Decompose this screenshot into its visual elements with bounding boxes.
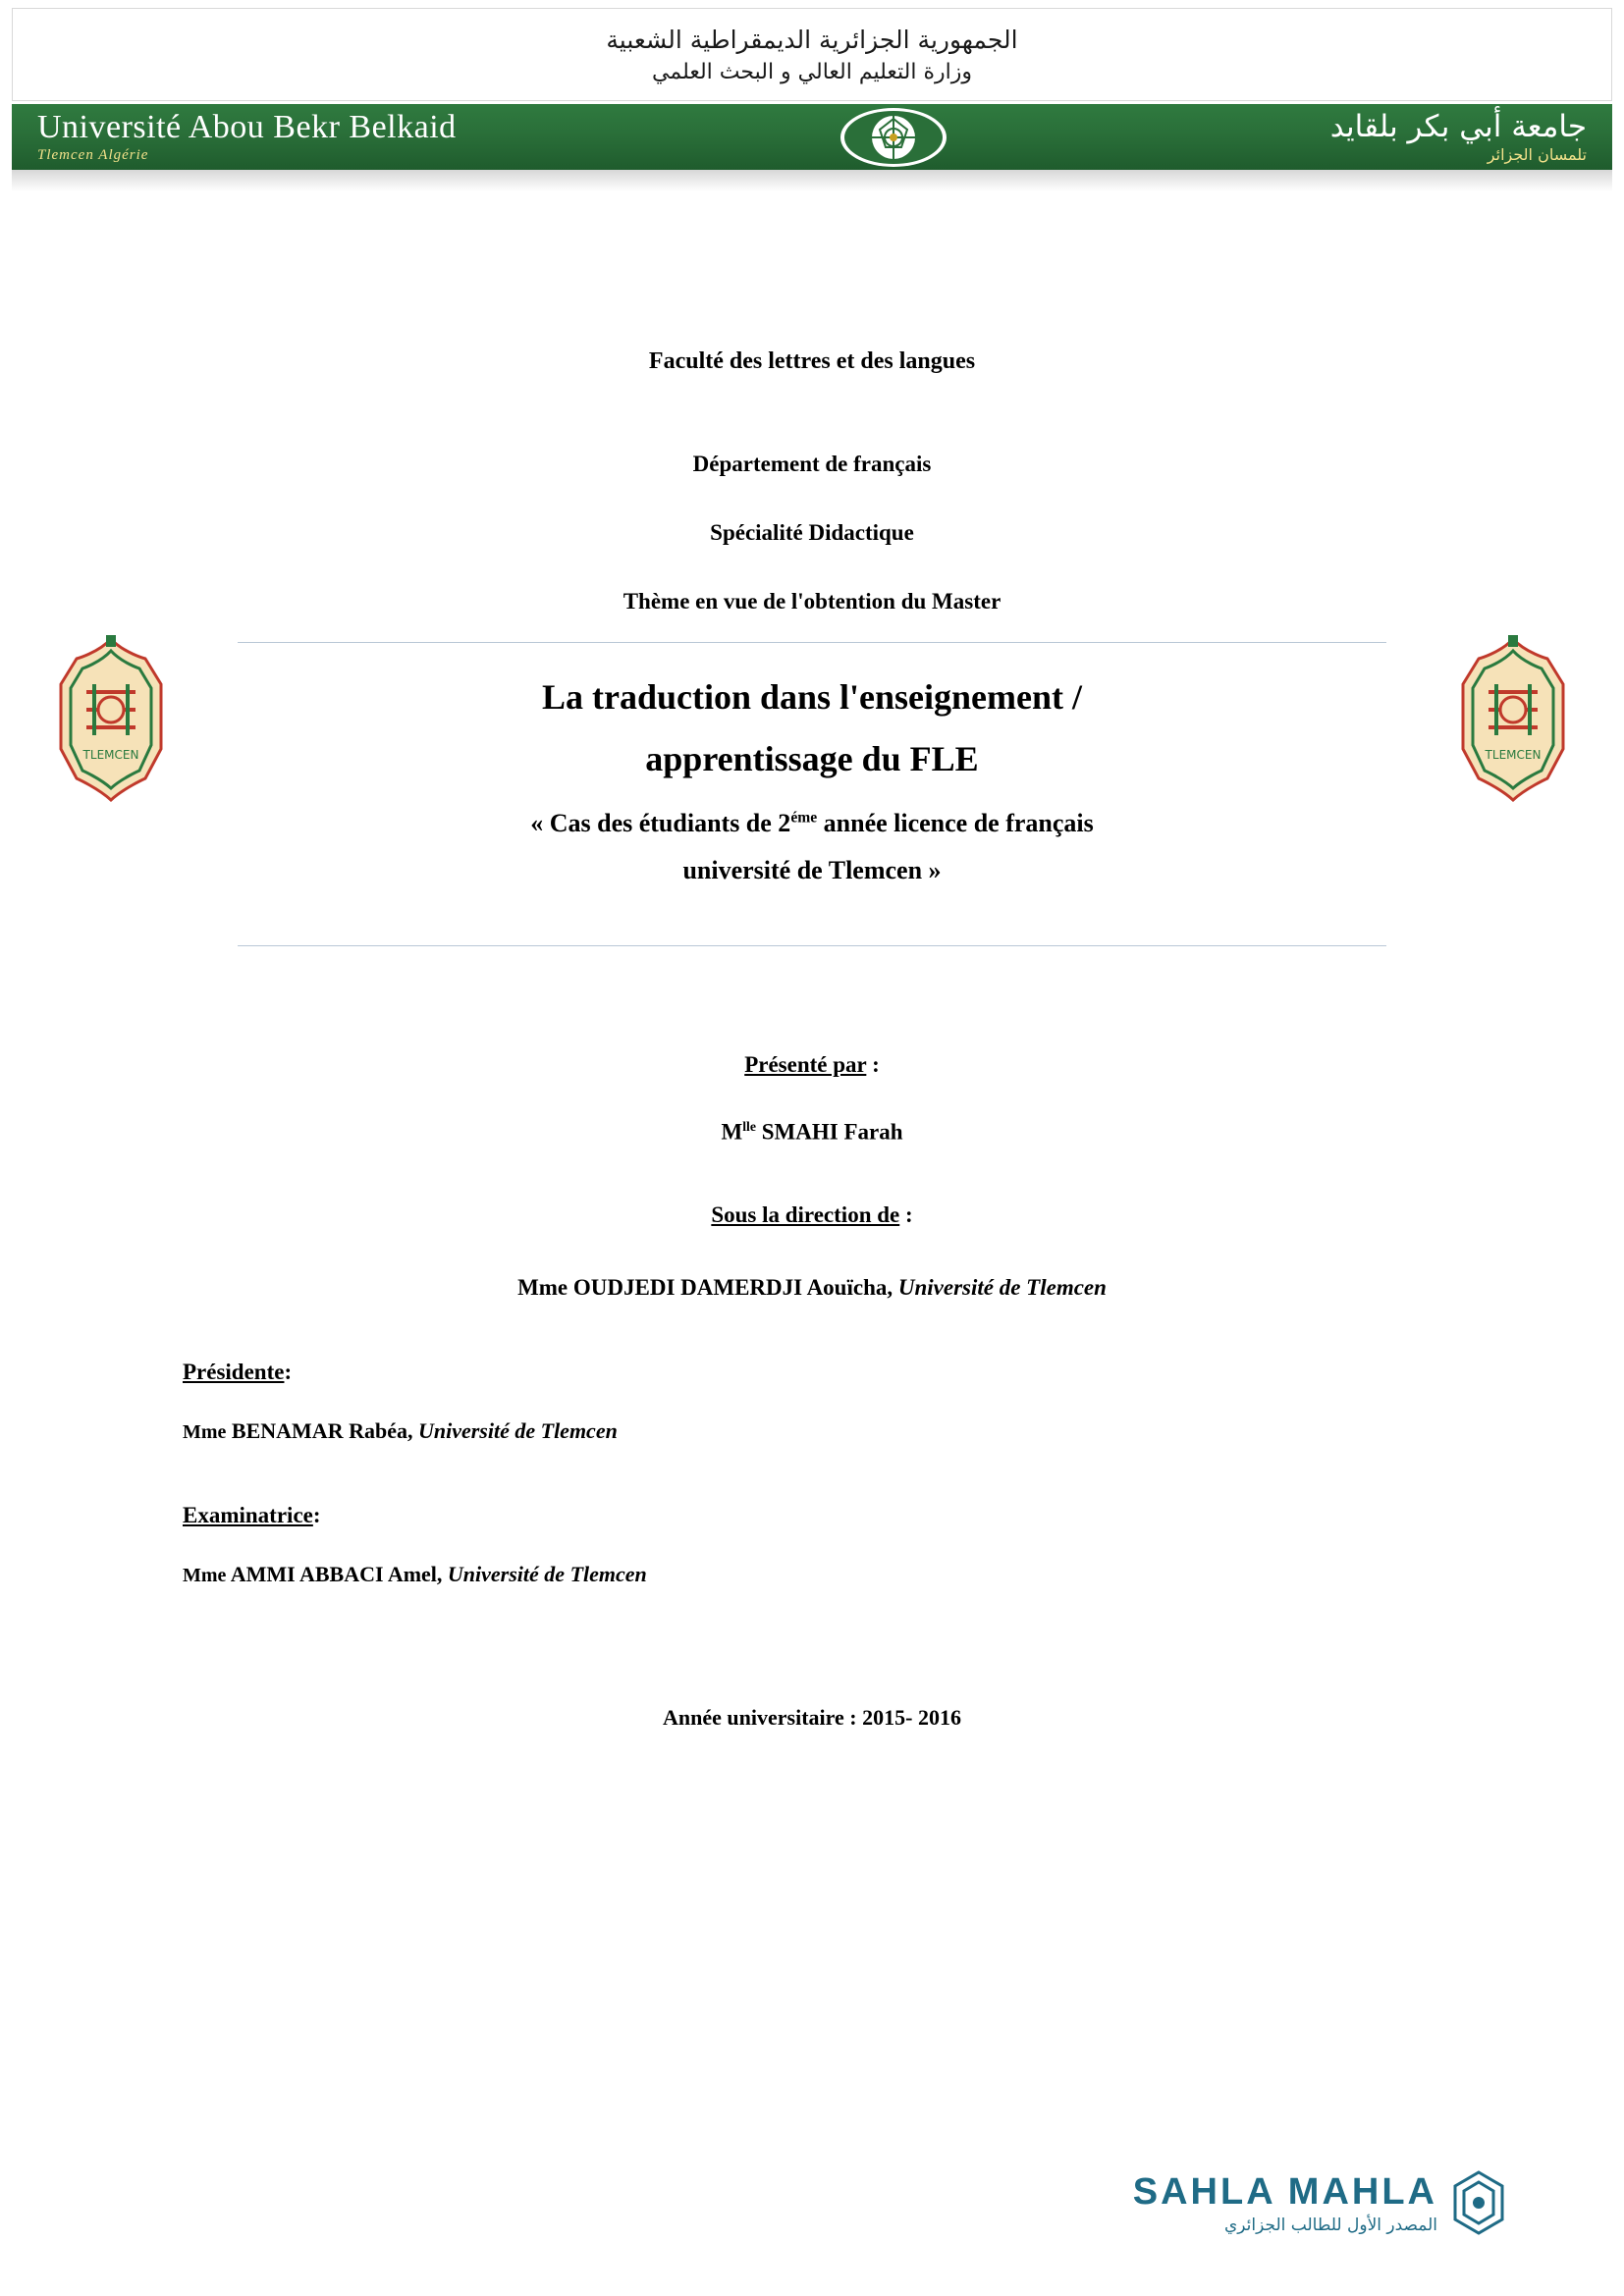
- university-name-bar: [12, 104, 1612, 170]
- university-name-arabic-group: [1329, 108, 1587, 164]
- jury-name-examiner-main: AMMI ABBACI Amel,: [226, 1561, 443, 1586]
- republic-arabic-line: الجمهورية الجزائرية الديمقراطية الشعبية: [606, 25, 1018, 54]
- academic-year: Année universitaire : 2015- 2016: [663, 1704, 961, 1730]
- svg-text:TLEMCEN: TLEMCEN: [1485, 748, 1542, 762]
- jury-role-president: Présidente: [183, 1359, 285, 1384]
- watermark-tagline: المصدر الأول للطالب الجزائري: [1224, 2215, 1437, 2235]
- watermark-text-group: [1133, 2171, 1437, 2235]
- university-city-arabic: تلمسان الجزائر: [1487, 144, 1587, 164]
- ministry-header: [12, 8, 1612, 101]
- university-city-french: Tlemcen Algérie: [37, 147, 149, 163]
- watermark-brand: SAHLA MAHLA: [1132, 2170, 1437, 2213]
- jury-name-president-title: Mme: [183, 1420, 227, 1443]
- department-name: Département de français: [692, 452, 932, 476]
- ministry-arabic-line: وزارة التعليم العالي و البحث العلمي: [652, 59, 972, 84]
- jury-role-examiner-wrap: [183, 1503, 1506, 1528]
- banner-shadow: [12, 170, 1612, 191]
- cover-page: [0, 348, 1624, 1731]
- jury-name-examiner-title: Mme: [183, 1564, 227, 1586]
- thesis-subtitle-line-1: [118, 800, 1506, 847]
- thesis-title-line-2: apprentissage du FLE: [645, 739, 979, 778]
- jury-role-president-colon: :: [284, 1359, 293, 1384]
- theme-line: Thème en vue de l'obtention du Master: [623, 589, 1001, 614]
- supervisor-label: [118, 1202, 1506, 1228]
- jury-name-examiner: [183, 1562, 1506, 1587]
- author-fullname: SMAHI Farah: [756, 1119, 903, 1145]
- presented-by-label: [118, 1052, 1506, 1078]
- jury-affiliation-president: Université de Tlemcen: [412, 1417, 618, 1443]
- jury-role-examiner: Examinatrice: [183, 1502, 313, 1527]
- university-emblem-icon: [839, 106, 948, 169]
- jury-entry-president: [183, 1360, 1506, 1444]
- thesis-title-line-1: La traduction dans l'enseignement /: [541, 677, 1083, 717]
- presented-by-underline: Présenté par: [744, 1052, 867, 1078]
- author-name: [118, 1119, 1506, 1146]
- divider-top: [238, 642, 1386, 643]
- divider-bottom: [238, 945, 1386, 946]
- subtitle-pre: « Cas des étudiants de 2: [530, 809, 791, 837]
- watermark-logo-icon: [1451, 2170, 1506, 2235]
- university-seal-left-icon: [37, 633, 185, 805]
- specialty-name: Spécialité Didactique: [710, 520, 914, 545]
- faculty-name: Faculté des lettres et des langues: [648, 348, 976, 374]
- author-prefix-sup: lle: [742, 1119, 756, 1135]
- subtitle-post: année licence de français: [817, 809, 1094, 837]
- university-name-arabic: جامعة أبي بكر بلقايد: [1329, 108, 1587, 144]
- supervisor-label-underline: Sous la direction de: [711, 1201, 900, 1227]
- thesis-subtitle-line-2: université de Tlemcen »: [682, 856, 942, 885]
- jury-section: [118, 1360, 1506, 1587]
- subtitle-ordinal: éme: [790, 809, 818, 827]
- jury-role-examiner-colon: :: [312, 1502, 321, 1527]
- university-name-french: Université Abou Bekr Belkaid: [37, 109, 457, 145]
- university-header-banner: [0, 0, 1624, 221]
- jury-name-president-main: BENAMAR Rabéa,: [226, 1417, 413, 1443]
- supervisor-label-colon: :: [899, 1201, 913, 1227]
- thesis-subtitle: [118, 800, 1506, 894]
- thesis-title: [118, 667, 1506, 790]
- sahla-mahla-watermark: [1133, 2170, 1506, 2235]
- supervisor-name-row: [118, 1275, 1506, 1301]
- supervisor-name: Mme OUDJEDI DAMERDJI Aouïcha,: [517, 1274, 893, 1300]
- university-name-french-group: [37, 111, 457, 163]
- jury-role-president-wrap: [183, 1360, 1506, 1385]
- svg-text:TLEMCEN: TLEMCEN: [82, 748, 139, 762]
- author-prefix: M: [721, 1119, 743, 1145]
- jury-entry-examiner: [183, 1503, 1506, 1587]
- supervisor-affiliation: Université de Tlemcen: [893, 1274, 1107, 1300]
- jury-affiliation-examiner: Université de Tlemcen: [442, 1561, 647, 1586]
- presented-by-colon: :: [866, 1052, 880, 1078]
- university-seal-right-icon: [1439, 633, 1587, 805]
- jury-name-president: [183, 1418, 1506, 1444]
- university-logo-center: [835, 105, 952, 170]
